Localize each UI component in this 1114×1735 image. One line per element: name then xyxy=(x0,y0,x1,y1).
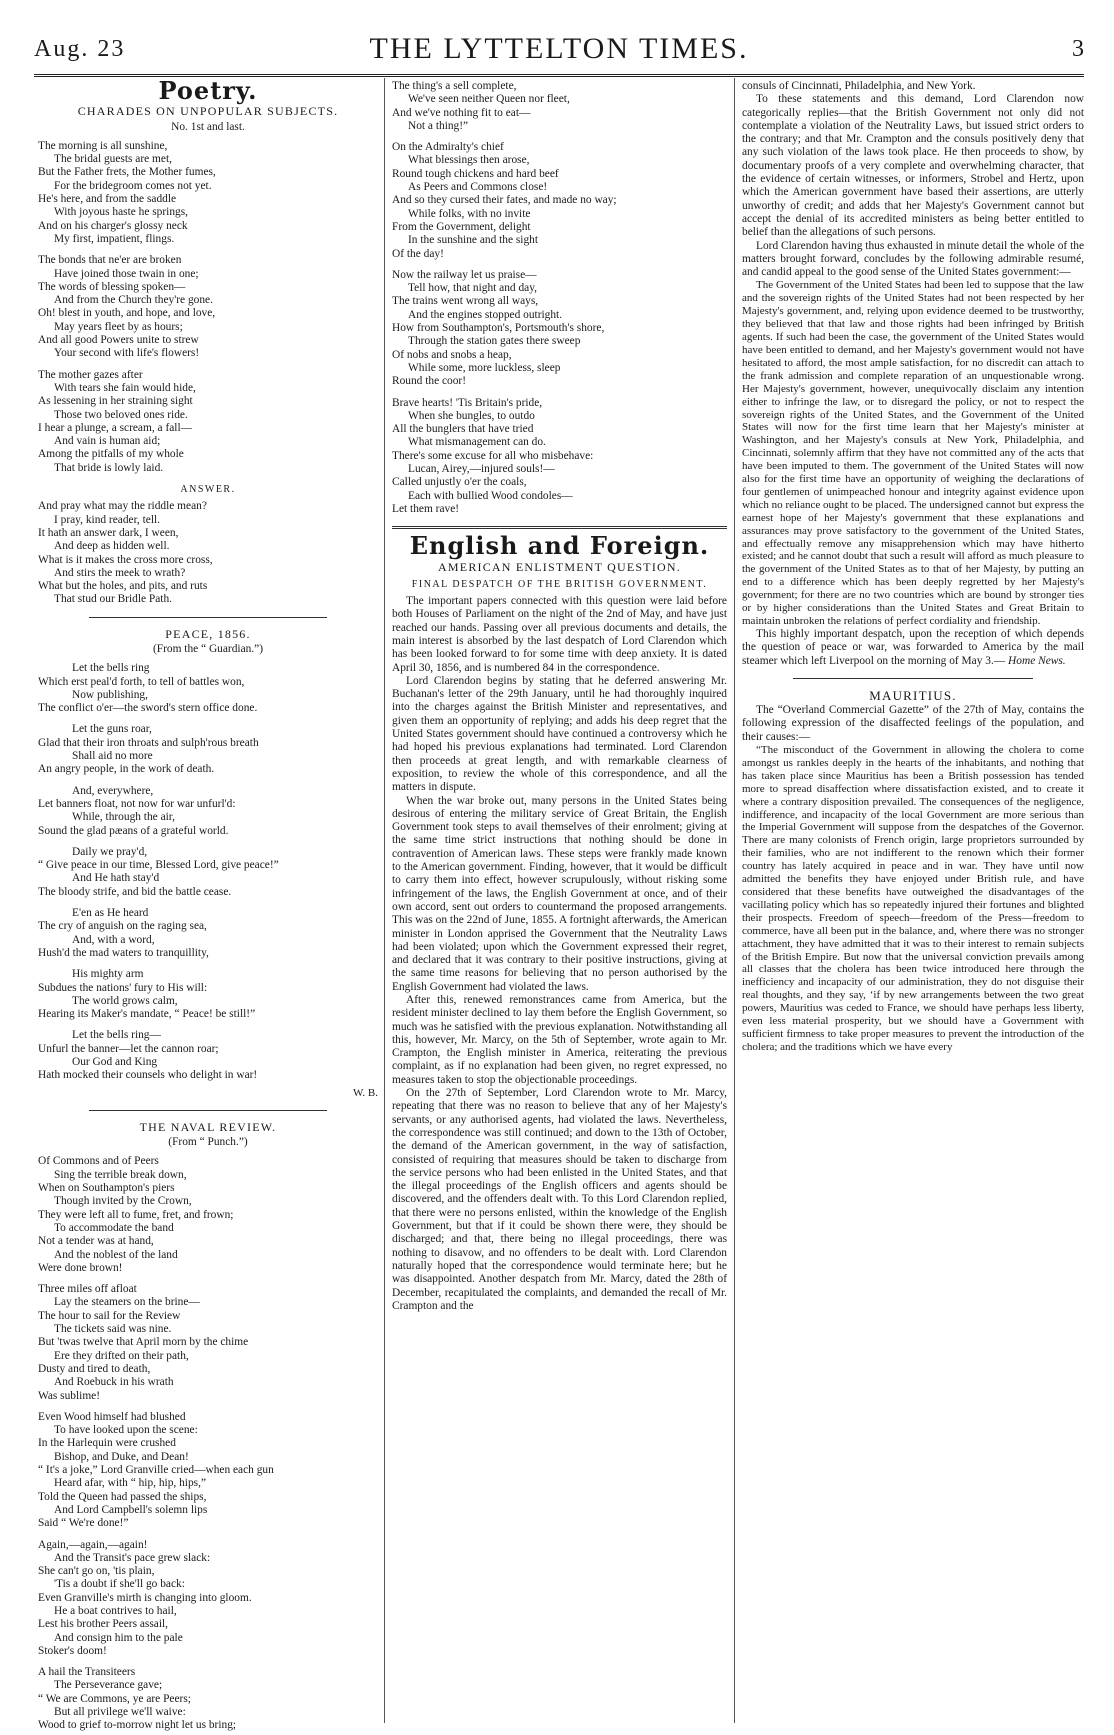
poem-line: Let the bells ring— xyxy=(72,1029,161,1042)
poem-line: Let the bells ring xyxy=(72,662,150,675)
poem-line: Let them rave! xyxy=(392,502,460,515)
poem-line: When on Southampton's piers xyxy=(38,1182,175,1195)
poem-line: The world grows calm, xyxy=(72,994,178,1007)
poem-line: Let banners float, not now for war unfurl'd: xyxy=(38,797,236,810)
poem-line: Lucan, Airey,—injured souls!— xyxy=(408,463,555,476)
poem-line: Heard afar, with “ hip, hip, hips,” xyxy=(54,1477,207,1490)
poem-line: Sing the terrible break down, xyxy=(54,1168,187,1181)
poem-line: I hear a plunge, a scream, a fall— xyxy=(38,421,193,434)
poem-line: Let the guns roar, xyxy=(72,723,152,736)
closing-text: This highly important despatch, upon the reception of which depends the question of peace or war, was forwarded to America by the mail steamer which left Liverpool on the morning of May 3.— xyxy=(742,627,1084,667)
poem-line: The trains went wrong all ways, xyxy=(392,295,539,308)
poem-line: And pray what may the riddle mean? xyxy=(38,500,207,513)
poem-line: The Perseverance gave; xyxy=(54,1679,163,1692)
poem-line: Our God and King xyxy=(72,1056,158,1068)
poem-line: Called unjustly o'er the coals, xyxy=(392,476,527,489)
poem-line: Tell how, that night and day, xyxy=(408,282,538,295)
signature: W. B. xyxy=(353,1086,378,1099)
poem-line: And stirs the meek to wrath? xyxy=(54,566,186,579)
paragraph: The important papers connected with this question were laid before both Houses of Parliament on the night of the 2nd of May, and have just reached our hands. Passing over all previous documents and details, the main interest is absorbed by the last despatch of Lord Clarendon which has been looked forward to for some time with deep anxiety. It is dated April 30, 1856, and is numbered 84 in the correspondence. xyxy=(392,595,727,674)
poem-line: His mighty arm xyxy=(72,968,144,981)
poem-line: The mother gazes after xyxy=(38,368,143,381)
stanza xyxy=(38,968,378,1021)
poem-line: Said “ We're done!” xyxy=(38,1517,129,1530)
poem-line: For the bridegroom comes not yet. xyxy=(54,179,212,192)
poem-line: The bloody strife, and bid the battle cease. xyxy=(38,885,232,898)
poem-line: The cry of anguish on the raging sea, xyxy=(38,920,207,933)
poem-line: The words of blessing spoken— xyxy=(38,280,186,293)
stanza xyxy=(38,369,378,475)
poem-line: But the Father frets, the Mother fumes, xyxy=(38,166,216,179)
poem-line: May years fleet by as hours; xyxy=(54,320,183,333)
charades-poem xyxy=(38,140,378,475)
article-body-continued xyxy=(742,80,1084,279)
poem-line: E'en as He heard xyxy=(72,907,149,920)
poem-line: The hour to sail for the Review xyxy=(38,1309,181,1322)
poem-line: The thing's a sell complete, xyxy=(392,80,517,92)
poem-line: My first, impatient, flings. xyxy=(54,232,175,245)
poem-line: To have looked upon the scene: xyxy=(54,1424,198,1437)
stanza xyxy=(392,269,727,389)
section-heading: English and Foreign. xyxy=(409,531,710,561)
stanza xyxy=(392,141,727,261)
poem-line: Though invited by the Crown, xyxy=(54,1195,192,1208)
section-rule xyxy=(392,526,727,529)
poem-line: Was sublime! xyxy=(38,1389,101,1402)
poem-line: “ Give peace in our time, Blessed Lord, give peace!” xyxy=(38,859,279,872)
article-body xyxy=(392,595,727,1313)
article-title: AMERICAN ENLISTMENT QUESTION. xyxy=(438,559,681,574)
poem-line: Have joined those twain in one; xyxy=(54,267,199,280)
poem-line: And we've nothing fit to eat— xyxy=(392,106,531,119)
poem-line: To accommodate the band xyxy=(54,1221,174,1234)
column-2 xyxy=(392,80,727,1720)
naval-subtitle: (From “ Punch.”) xyxy=(168,1136,248,1149)
poem-line: Were done brown! xyxy=(38,1261,123,1274)
issue-date: Aug. 23 xyxy=(34,36,126,62)
poem-line: While folks, with no invite xyxy=(408,207,531,220)
paragraph: After this, renewed remonstrances came from America, but the resident minister declined to lay them before the English Government, so much was he satisfied with the previous explanation. Notwithstanding all this, however, Mr. Marcy, on the 5th of September, wrote again to Mr. Crampton, the English minister in America, reiterating the previous complaint, as if no explanation had been given, no regret expressed, no measures taken to stop the objectionable proceedings. xyxy=(392,994,727,1086)
poem-line: There's some excuse for all who misbehave: xyxy=(392,449,594,462)
poem-line: Round tough chickens and hard beef xyxy=(392,167,559,180)
poem-line: Of Commons and of Peers xyxy=(38,1155,159,1168)
poem-line: Now publishing, xyxy=(72,688,148,701)
poem-line: What mismanagement can do. xyxy=(408,436,546,449)
poem-line: And consign him to the pale xyxy=(54,1631,183,1644)
poem-line: With joyous haste he springs, xyxy=(54,206,189,219)
poem-line: Sound the glad pæans of a grateful world. xyxy=(38,824,229,837)
poem-line: “ It's a joke,” Lord Granville cried—when each gun xyxy=(38,1464,274,1477)
separator xyxy=(89,617,327,618)
masthead xyxy=(34,30,1084,72)
poem-line: And Lord Campbell's solemn lips xyxy=(54,1503,208,1516)
poem-line: An angry people, in the work of death. xyxy=(38,763,215,776)
closing-paragraph xyxy=(742,628,1084,668)
poem-line: Of the day! xyxy=(392,247,444,260)
poem-line: And so they cursed their fates, and made no way; xyxy=(392,194,617,207)
poem-line: And the engines stopped outright. xyxy=(408,308,563,321)
stanza xyxy=(38,846,378,899)
poem-line: But all privilege we'll waive: xyxy=(54,1706,186,1719)
poem-line: Glad that their iron throats and sulph'rous breath xyxy=(38,736,259,749)
poem-line: Hush'd the mad waters to tranquillity, xyxy=(38,946,209,959)
stanza xyxy=(38,1539,378,1659)
poem-line: Unfurl the banner—let the cannon roar; xyxy=(38,1042,219,1055)
poem-line: That stud our Bridle Path. xyxy=(54,593,173,606)
poem-line: In the sunshine and the sight xyxy=(408,234,539,247)
stanza xyxy=(38,1155,378,1275)
poem-line: Ere they drifted on their path, xyxy=(54,1349,189,1362)
poem-line: Wood to grief to-morrow night let us bring; xyxy=(38,1719,237,1732)
poem-line: Even Granville's mirth is changing into gloom. xyxy=(38,1591,252,1604)
stanza xyxy=(38,907,378,960)
stanza xyxy=(38,723,378,776)
poem-line: With tears she fain would hide, xyxy=(54,381,196,394)
poem-line: I pray, kind reader, tell. xyxy=(54,513,161,526)
poem-line: Which erst peal'd forth, to tell of battles won, xyxy=(38,675,245,688)
poem-line: Not a thing!” xyxy=(408,119,469,132)
poem-line: Dusty and tired to death, xyxy=(38,1362,151,1375)
poem-line: And all good Powers unite to strew xyxy=(38,334,199,347)
charades-title: CHARADES ON UNPOPULAR SUBJECTS. xyxy=(77,104,339,119)
poem-line: And vain is human aid; xyxy=(54,435,161,448)
poem-line: They were left all to fume, fret, and frown; xyxy=(38,1208,234,1221)
peace-subtitle: (From the “ Guardian.”) xyxy=(152,642,264,655)
paragraph: consuls of Cincinnati, Philadelphia, and New York. xyxy=(742,80,976,92)
peace-title: PEACE, 1856. xyxy=(165,626,251,641)
separator xyxy=(89,1110,327,1111)
poem-line: Bishop, and Duke, and Dean! xyxy=(54,1450,189,1463)
stanza xyxy=(38,500,378,606)
closing-source: Home News. xyxy=(1008,654,1066,667)
poem-line: Those two beloved ones ride. xyxy=(54,408,188,421)
column-1 xyxy=(38,76,378,1732)
poem-line: And, everywhere, xyxy=(72,784,154,797)
poem-line: On the Admiralty's chief xyxy=(392,141,504,154)
poem-line: We've seen neither Queen nor fleet, xyxy=(408,93,570,106)
poem-line: And the Transit's pace grew slack: xyxy=(54,1551,211,1564)
paragraph: To these statements and this demand, Lord Clarendon now categorically replies—that the British Government not only did not contemplate a violation of the Neutrality Laws, but issued strict orders to the contrary; and that Mr. Crampton and the consuls positively deny that any such violation of the laws took place. He then proceeds to show, by documentary proofs of a very complete and overwhelming character, that the evidence of certain witnesses, or informers, Strobel and Hertz, upon which the American government have based their assertions, are utterly unworthy of credit; and adds that her Majesty's Government cannot but accept the denial of its accredited ministers as being better entitled to belief than the allegations of such persons. xyxy=(742,93,1084,239)
poem-line: And on his charger's glossy neck xyxy=(38,219,188,232)
poem-line: Even Wood himself had blushed xyxy=(38,1410,186,1423)
answer-label: ANSWER. xyxy=(180,484,236,496)
poem-line: Of nobs and snobs a heap, xyxy=(392,348,512,361)
poem-line: And the noblest of the land xyxy=(54,1248,178,1261)
naval-poem-continued xyxy=(392,80,727,516)
peace-poem xyxy=(38,662,378,1082)
stanza xyxy=(38,785,378,838)
poem-line: But 'twas twelve that April morn by the chime xyxy=(38,1336,249,1349)
poem-line: And from the Church they're gone. xyxy=(54,294,213,307)
poem-line: Round the coor! xyxy=(392,375,467,388)
page-number: 3 xyxy=(1072,36,1084,62)
poem-line: Told the Queen had passed the ships, xyxy=(38,1490,207,1503)
poem-line: He a boat contrives to hail, xyxy=(54,1604,177,1617)
paragraph: On the 27th of September, Lord Clarendon wrote to Mr. Marcy, repeating that there was no reason to believe that any of her Majesty's servants, or any authorised agents, had violated the laws. Nevertheless, the correspondence was still continued; and down to the 13th of October, the demand of the American government, in the way of satisfaction, consisted of requiring that measures should be taken to discharge from the service persons who had been enlisted in the United States, and that the illegal proceedings of the English officers and agents should be discovered, and the offenders dealt with. To this Lord Clarendon replied, that there were no persons enlisted, within the knowledge of the English Government, but that if it could be shown there were, they should be discharged; and that, there being no illegal proceedings, there was nothing to disavow, and no offenders to be dealt with. Lord Clarendon naturally hoped that the correspondence would terminate here; but he was disappointed. Another despatch from Mr. Marcy, dated the 28th of December, recapitulated the complaints, and demanded the recall of Mr. Crampton and the xyxy=(392,1087,727,1312)
stanza xyxy=(38,1283,378,1403)
poem-line: Daily we pray'd, xyxy=(72,845,148,858)
article-subtitle: FINAL DESPATCH OF THE BRITISH GOVERNMENT. xyxy=(411,578,708,590)
poem-line: And Roebuck in his wrath xyxy=(54,1376,174,1389)
poem-line: What but the holes, and pits, and ruts xyxy=(38,580,208,593)
stanza xyxy=(38,140,378,246)
naval-poem xyxy=(38,1155,378,1732)
poem-line: Lay the steamers on the brine— xyxy=(54,1296,200,1309)
poem-line: The tickets said was nine. xyxy=(54,1323,172,1336)
poem-line: From the Government, delight xyxy=(392,220,531,233)
poem-line: Through the station gates there sweep xyxy=(408,335,581,348)
poem-line: Again,—again,—again! xyxy=(38,1538,148,1551)
poem-line: Hearing its Maker's mandate, “ Peace! be still!” xyxy=(38,1008,256,1021)
poem-line: The bonds that ne'er are broken xyxy=(38,254,182,267)
poem-line: The morning is all sunshine, xyxy=(38,139,168,152)
poem-line: While some, more luckless, sleep xyxy=(408,361,561,374)
stanza xyxy=(38,1411,378,1531)
poem-line: And He hath stay'd xyxy=(72,872,160,885)
mauritius-intro: The “Overland Commercial Gazette” of the 27th of May, contains the following expression of the disaffected feelings of the population, and their causes:— xyxy=(742,704,1084,743)
poem-line: All the bunglers that have tried xyxy=(392,423,534,436)
stanza xyxy=(392,80,727,133)
poem-line: Subdues the nations' fury to His will: xyxy=(38,981,208,994)
column-3 xyxy=(742,80,1084,1720)
poem-line: Stoker's doom! xyxy=(38,1644,107,1657)
answer-poem xyxy=(38,500,378,606)
poem-line: In the Harlequin were crushed xyxy=(38,1437,176,1450)
newspaper-title: THE LYTTELTON TIMES. xyxy=(369,32,749,65)
poem-line: A hail the Transiteers xyxy=(38,1666,136,1679)
poem-line: Not a tender was at hand, xyxy=(38,1235,154,1248)
mauritius-quote: “The misconduct of the Government in allowing the cholera to come amongst us rankles deeply in the hearts of the inhabitants, and nothing that has taken place since Mauritius has been a British possession has tended more to spread disaffection where dissatisfaction existed, and to create it where a contrary disposition prevailed. The consequences of the negligence, indifference, and incapacity of the local Government are more serious than the Imperial Government will suppose from the despatches of the Governor. There are many colonists of French origin, large proprietors surrounded by their families, who are not indifferent to the renown which their former country has lately acquired in peace and in war. They have until now admitted the benefits they have enjoyed under British rule, and have considered that these benefits have outweighed the disadvantages of the vacillating policy which has so repeatedly injured their fortunes and blighted their prospects. Freedom of speech—freedom of the Press—freedom to commerce, have all been put in the balance, and, where there was no stronger attachment, they have admitted that it was to their interest to remain subjects of the British Empire. But now that the universal conviction prevails among all classes that the cholera has been twice introduced here through the inefficiency and incapacity of our administration, they do not disguise their real thoughts, and they say, ‘if by new arrangements between the two great powers, Mauritius was ceded to France, we should have perhaps less liberty, even less material prosperity, but we should have a Government with sufficient firmness to take proper measures to prevent the introduction of the cholera; and the traditions which we have every xyxy=(742,744,1084,1053)
poem-line: Shall aid no more xyxy=(72,750,153,763)
stanza xyxy=(38,1666,378,1732)
poem-line: “ We are Commons, ye are Peers; xyxy=(38,1692,191,1705)
poem-line: Lest his brother Peers assail, xyxy=(38,1618,169,1631)
poem-line: When she bungles, to outdo xyxy=(408,409,535,422)
paragraph: Lord Clarendon begins by stating that he deferred answering Mr. Buchanan's letter of the 29th January, until he had thoroughly inquired into the charges against the British Minister and representatives, and given them an opportunity of replying; and adds his deep regret that the United States government should have continued a controversy which he had hoped his previous explanations had terminated. Lord Clarendon then proceeds at great length, and with remarkable clearness of exposition, to review the whole of this correspondence, and all the matters in dispute. xyxy=(392,674,727,794)
separator xyxy=(793,678,1032,679)
poem-line: The bridal guests are met, xyxy=(54,153,172,166)
naval-title: THE NAVAL REVIEW. xyxy=(139,1119,277,1134)
stanza xyxy=(38,254,378,360)
poem-line: Each with bullied Wood condoles— xyxy=(408,489,573,502)
poem-line: Among the pitfalls of my whole xyxy=(38,448,184,461)
poem-line: It hath an answer dark, I ween, xyxy=(38,526,179,539)
paragraph: Lord Clarendon having thus exhausted in minute detail the whole of the matters brought forward, concludes by the following admirable resumé, and candid appeal to the good sense of the United States government:— xyxy=(742,239,1084,279)
stanza xyxy=(392,397,727,517)
mauritius-title: MAURITIUS. xyxy=(869,687,957,703)
poem-line: How from Southampton's, Portsmouth's shore, xyxy=(392,322,605,335)
column-divider xyxy=(734,78,735,1723)
poem-line: And deep as hidden well. xyxy=(54,540,170,553)
stanza xyxy=(38,1029,378,1082)
poem-line: As Peers and Commons close! xyxy=(408,181,548,194)
poetry-heading: Poetry. xyxy=(158,76,258,105)
paragraph: When the war broke out, many persons in the United States being desirous of entering the military service of Great Britain, the English Government took steps to avail themselves of their enrolment; giving at the same time strict instructions that nothing should be done in contravention of American laws. These steps were frankly made known to the American government. Finding, however, that it would be difficult to carry them into effect, however scrupulously, without risking some infringement of the laws, the English Government at once, and of their own accord, sent out orders to countermand the proposed arrangements. This was on the 22nd of June, 1855. A fortnight afterwards, the American minister in London apprised the Government that the Neutrality Laws had been violated; upon which the Government expressed their regret, and declared that it was contrary to their positive instructions, giving at the same time reasons for believing that no person authorised by the English Government had violated the laws. xyxy=(392,794,728,993)
poem-line: As lessening in her straining sight xyxy=(38,395,193,408)
poem-line: What blessings then arose, xyxy=(408,154,530,167)
poem-line: The conflict o'er—the sword's stern office done. xyxy=(38,702,258,715)
poem-line: That bride is lowly laid. xyxy=(54,461,164,474)
poem-line: Brave hearts! 'Tis Britain's pride, xyxy=(392,396,543,409)
stanza xyxy=(38,662,378,715)
poem-line: He's here, and from the saddle xyxy=(38,193,177,206)
poem-line: While, through the air, xyxy=(72,811,175,824)
poem-line: What is it makes the cross more cross, xyxy=(38,553,213,566)
poem-line: Your second with life's flowers! xyxy=(54,347,200,360)
poem-line: Oh! blest in youth, and hope, and love, xyxy=(38,307,216,320)
column-divider xyxy=(384,78,385,1723)
poem-line: 'Tis a doubt if she'll go back: xyxy=(54,1578,185,1591)
poem-line: Now the railway let us praise— xyxy=(392,268,537,281)
poem-line: And, with a word, xyxy=(72,933,155,946)
despatch-quote: The Government of the United States had been led to suppose that the law and the sovereign rights of the United States had not been respected by her Majesty's government, and, relying upon evidence deemed to be trustworthy, they believed that that law and those rights had been infringed by British agents. If such had been the case, the government of the United States would have been entitled to demand, and her Majesty's government would not have hesitated to afford, the most ample satisfaction, for no discredit can attach to the frank admission and complete reparation of an unquestionable wrong. Her Majesty's government, however, unequivocally disclaim any intention either to infringe the law, or to disregard the policy, or not to respect the sovereign rights of the United States, and the Government of the United States will now for the first time learn that her Majesty's minister at Washington, and her Majesty's consuls at New York, Philadelphia, and Cincinnati, solemnly affirm that they have not committed any of the acts that have been imputed to them. The government of the United States will now also for the first time have an opportunity of weighing the declarations of four gentlemen of unimpeached honour and integrity against evidence upon which no reliance ought to be placed. The undersigned cannot but express the earnest hope of her Majesty's government that these explanations and assurances may prove satisfactory to the government of the United States, and effectually remove any misapprehension which may have hitherto existed; and he cannot doubt that such a result will afford as much pleasure to the government of the United States as to that of her Majesty, by putting an end to a difference which has been deeply regretted by her Majesty's government; for there are no two countries which are bound by stronger ties or by higher considerations than the United States and Great Britain to maintain unbroken the relations of perfect cordiality and friendship. xyxy=(742,279,1084,628)
poem-line: Hath mocked their counsels who delight in war! xyxy=(38,1069,258,1082)
poem-line: She can't go on, 'tis plain, xyxy=(38,1565,155,1578)
poem-line: Three miles off afloat xyxy=(38,1283,137,1296)
charades-subtitle: No. 1st and last. xyxy=(171,120,245,133)
